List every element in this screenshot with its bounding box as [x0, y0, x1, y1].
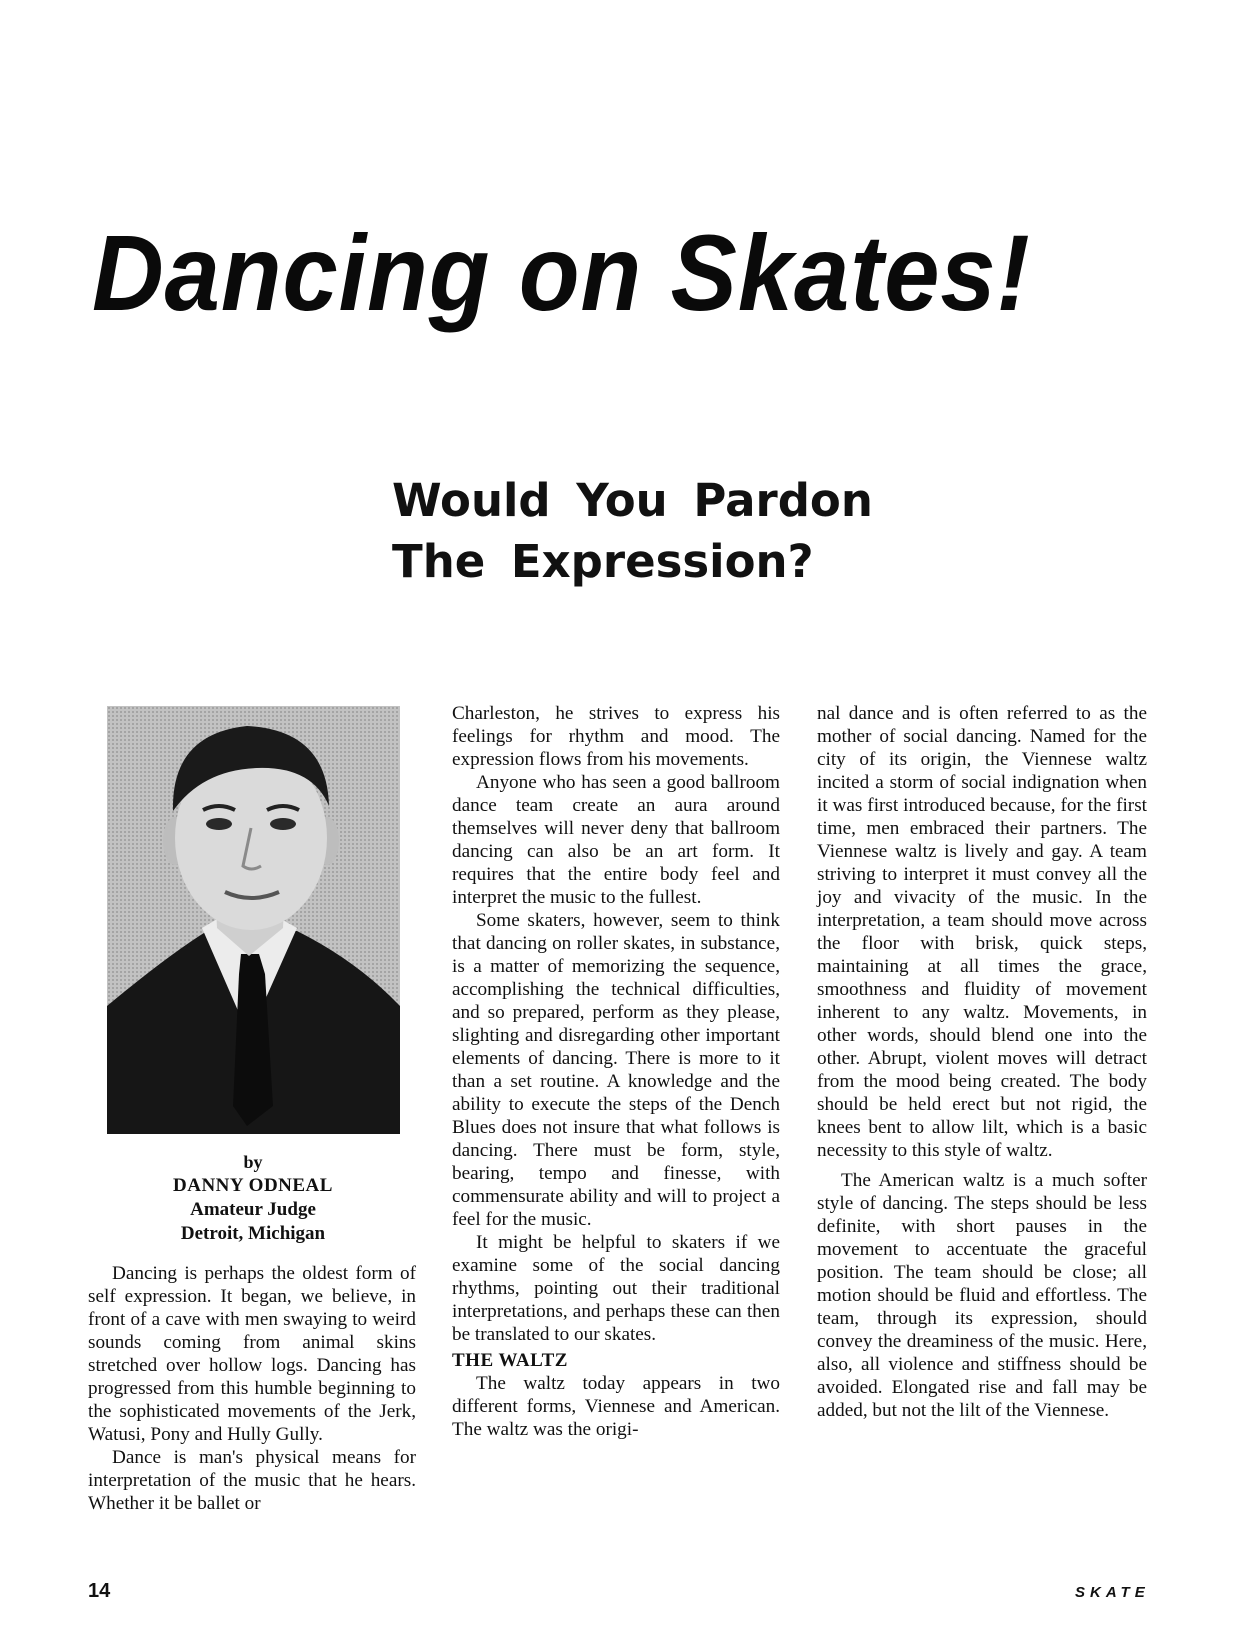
article-column-2	[452, 702, 780, 1441]
paragraph: The waltz today appears in two different forms, Viennese and American. The waltz was the origi-	[452, 1373, 780, 1440]
magazine-name: SKATE	[1075, 1584, 1150, 1601]
paragraph: nal dance and is often referred to as the mother of social dancing. Named for the city of its origin, the Viennese waltz incited a storm of social indignation when it was first introduced because, for the first time, men embraced their partners. The Viennese waltz is lively and gay. A team striving to interpret it must convey all the joy and vivacity of the music. In the interpretation, a team should move across the floor with brisk, quick steps, maintaining at all times the grace, smoothness and fluidity of movement inherent to any waltz. Movements, in other words, should blend one into the other. Abrupt, violent moves will detract from the mood being created. The body should be held erect but not rigid, the knees bent to allow lilt, which is a basic necessity to this style of waltz.	[817, 703, 1147, 1161]
byline-by: by	[243, 1152, 263, 1172]
article-column-1	[88, 1262, 416, 1515]
section-heading-waltz: THE WALTZ	[452, 1350, 568, 1371]
author-portrait-photo	[107, 706, 400, 1134]
paragraph: It might be helpful to skaters if we examine some of the social dancing rhythms, pointing out their traditional interpretations, and perhaps these can then be translated to our skates.	[452, 1232, 780, 1345]
paragraph: Some skaters, however, seem to think that dancing on roller skates, in substance, is a matter of memorizing the sequence, accomplishing the technical difficulties, and so prepared, perform as they please, slighting and disregarding other important elements of dancing. There is more to it than a set routine. A knowledge and the ability to execute the steps of the Dench Blues does not insure that what follows is dancing. There must be form, style, bearing, tempo and finesse, with commensurate ability and will to project a feel for the music.	[452, 910, 780, 1230]
article-title: Dancing on Skates!	[92, 212, 1031, 333]
paragraph: Dance is man's physical means for interpretation of the music that he hears. Whether it be ballet or	[88, 1447, 416, 1514]
author-role: Amateur Judge	[190, 1199, 316, 1220]
author-name: DANNY ODNEAL	[173, 1175, 333, 1196]
paragraph: Anyone who has seen a good ballroom dance team create an aura around themselves will never deny that ballroom dancing can also be an art form. It requires that the entire body feel and interpret the music to the fullest.	[452, 772, 780, 908]
subtitle-line-2: The Expression?	[392, 535, 814, 588]
article-subtitle	[392, 470, 912, 592]
author-byline	[88, 1150, 418, 1246]
paragraph: Charleston, he strives to express his feelings for rhythm and mood. The expression flows from his movements.	[452, 703, 780, 770]
page-number: 14	[88, 1580, 111, 1602]
paragraph: The American waltz is a much softer style of dancing. The steps should be less definite, with short pauses in the movement to accentuate the graceful position. The team should be close; all motion should be fluid and effortless. The team, through its expression, should convey the dreaminess of the music. Here, also, all violence and stiffness should be avoided. Elongated rise and fall may be added, but not the lilt of the Viennese.	[817, 1170, 1147, 1421]
author-location: Detroit, Michigan	[180, 1223, 326, 1244]
paragraph: Dancing is perhaps the oldest form of self expression. It began, we believe, in front of a cave with men swaying to weird sounds coming from animal skins stretched over hollow logs. Dancing has progressed from this humble beginning to the sophisticated movements of the Jerk, Watusi, Pony and Hully Gully.	[88, 1263, 416, 1445]
subtitle-line-1: Would You Pardon	[392, 474, 873, 527]
article-column-3	[817, 702, 1147, 1422]
